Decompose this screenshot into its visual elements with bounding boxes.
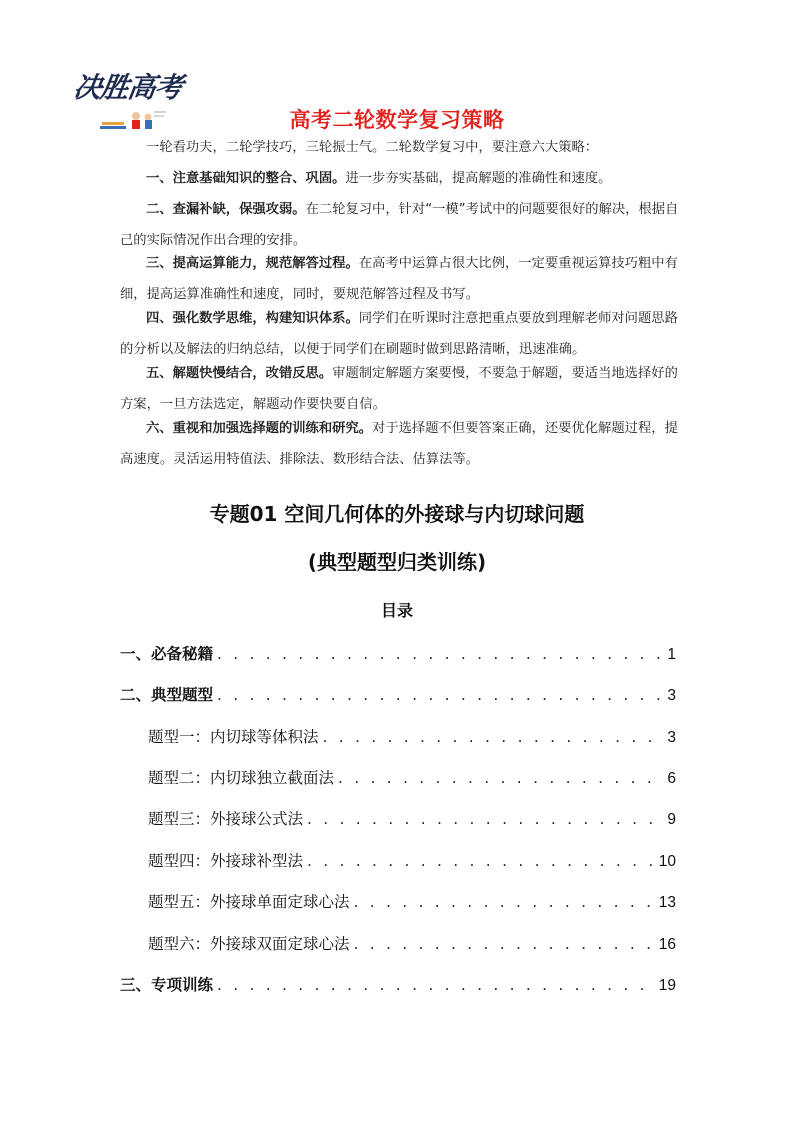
toc-entry-label: 一、必备秘籍 bbox=[120, 645, 214, 663]
toc-entry[interactable] bbox=[148, 932, 676, 956]
toc-entry-label: 题型三：外接球公式法 bbox=[148, 810, 304, 828]
strategy-item bbox=[120, 248, 680, 310]
toc-entry[interactable] bbox=[148, 725, 676, 749]
toc-leader bbox=[217, 645, 663, 663]
strategy-lead: 二、查漏补缺，保强攻弱。 bbox=[146, 202, 306, 217]
toc-page-number: 1 bbox=[667, 646, 676, 663]
strategy-item bbox=[120, 413, 680, 475]
toc-leader bbox=[307, 852, 655, 870]
topic-subtitle: (典型题型归类训练) bbox=[307, 550, 487, 574]
toc-leader bbox=[307, 810, 663, 828]
strategy-text: 在高考中运算占很大比例，一定要重视运算技巧粗中有细，提高运算准确性和速度，同时，要规范解答过程及书写。 bbox=[120, 256, 678, 302]
toc-entry[interactable] bbox=[120, 683, 676, 707]
toc-page-number: 6 bbox=[667, 770, 676, 787]
toc-entry[interactable] bbox=[120, 642, 676, 666]
strategy-item bbox=[120, 358, 680, 420]
toc-entry[interactable] bbox=[148, 849, 676, 873]
strategy-lead: 四、强化数学思维，构建知识体系。 bbox=[146, 311, 359, 326]
toc-leader bbox=[338, 769, 663, 787]
toc-page-number: 9 bbox=[667, 811, 676, 828]
toc-leader bbox=[354, 935, 655, 953]
strategy-lead: 五、解题快慢结合，改错反思。 bbox=[146, 366, 333, 381]
toc-entry[interactable] bbox=[120, 973, 676, 997]
toc-page-number: 13 bbox=[658, 894, 676, 911]
strategy-text: 在二轮复习中，针对“一模”考试中的问题要很好的解决，根据自己的实际情况作出合理的安排。 bbox=[120, 202, 679, 248]
toc-entry-label: 题型二：内切球独立截面法 bbox=[148, 769, 335, 787]
toc-leader bbox=[354, 893, 655, 911]
toc-entry-label: 三、专项训练 bbox=[120, 976, 214, 994]
toc-entry[interactable] bbox=[148, 807, 676, 831]
intro-paragraph: 一轮看功夫，二轮学技巧，三轮振士气。二轮数学复习中，要注意六大策略： bbox=[146, 140, 599, 155]
toc-page-number: 16 bbox=[658, 936, 676, 953]
strategy-item bbox=[120, 163, 680, 194]
strategy-item bbox=[120, 194, 680, 256]
toc-page-number: 3 bbox=[667, 729, 676, 746]
toc-page-number: 19 bbox=[658, 977, 676, 994]
toc-entry-label: 题型五：外接球单面定球心法 bbox=[148, 893, 350, 911]
toc-leader bbox=[323, 728, 664, 746]
toc-heading: 目录 bbox=[380, 601, 413, 620]
strategy-lead: 三、提高运算能力，规范解答过程。 bbox=[146, 256, 359, 271]
toc-entry[interactable] bbox=[148, 890, 676, 914]
toc-entry-label: 题型一：内切球等体积法 bbox=[148, 728, 319, 746]
topic-title: 专题01 空间几何体的外接球与内切球问题 bbox=[209, 502, 585, 526]
strategy-text: 审题制定解题方案要慢，不要急于解题，要适当地选择好的方案，一旦方法选定，解题动作要快要自信。 bbox=[120, 366, 678, 412]
toc-leader bbox=[217, 976, 655, 994]
toc-entry-label: 题型六：外接球双面定球心法 bbox=[148, 935, 350, 953]
toc-entry[interactable] bbox=[148, 766, 676, 790]
strategy-text: 同学们在听课时注意把重点要放到理解老师对问题思路的分析以及解法的归纳总结，以便于同学们在刷题时做到思路清晰，迅速准确。 bbox=[120, 311, 678, 357]
toc-leader bbox=[217, 686, 663, 704]
strategy-text: 进一步夯实基础，提高解题的准确性和速度。 bbox=[345, 171, 612, 186]
toc-page-number: 3 bbox=[667, 687, 676, 704]
logo-text: 决胜高考 bbox=[71, 71, 185, 104]
toc-page-number: 10 bbox=[658, 853, 676, 870]
strategy-item bbox=[120, 303, 680, 365]
strategy-text: 对于选择题不但要答案正确，还要优化解题过程，提高速度。灵活运用特值法、排除法、数形结合法、估算法等。 bbox=[120, 421, 678, 467]
toc-entry-label: 题型四：外接球补型法 bbox=[148, 852, 304, 870]
toc-entry-label: 二、典型题型 bbox=[120, 686, 214, 704]
strategy-lead: 一、注意基础知识的整合、巩固。 bbox=[146, 171, 346, 186]
page-title: 高考二轮数学复习策略 bbox=[289, 108, 505, 132]
strategy-lead: 六、重视和加强选择题的训练和研究。 bbox=[146, 421, 373, 436]
